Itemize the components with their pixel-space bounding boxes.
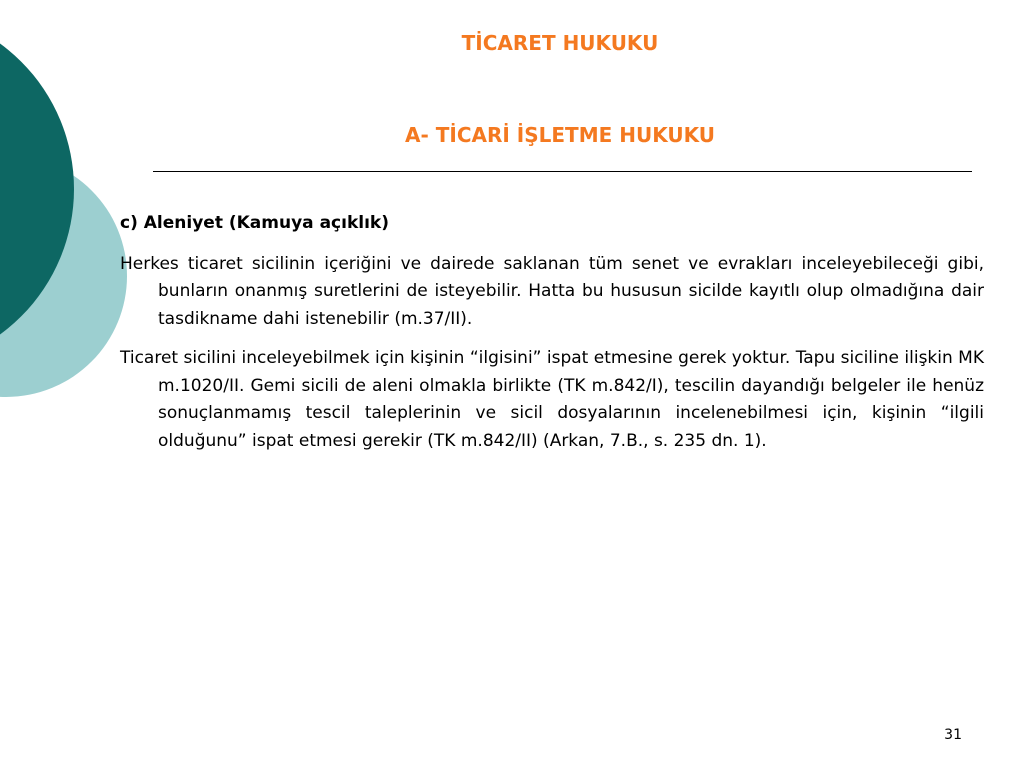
slide-title: TİCARET HUKUKU (461, 31, 659, 55)
page-number: 31 (944, 727, 962, 743)
title-divider (153, 171, 972, 172)
section-heading: c) Aleniyet (Kamuya açıklık) (120, 213, 389, 233)
slide-subtitle: A- TİCARİ İŞLETME HUKUKU (405, 123, 715, 147)
body-paragraph: Herkes ticaret sicilinin içeriğini ve dairede saklanan tüm senet ve evrakları inceleyebileceği gibi, bunların onanmış suretlerini de isteyebilir. Hatta bu hususun sicilde kayıtlı olup olmadığına dair tasdikname dahi istenebilir (m.37/II). (120, 253, 984, 329)
slide-body (120, 210, 984, 467)
body-paragraph: Ticaret sicilini inceleyebilmek için kişinin “ilgisini” ispat etmesine gerek yoktur. Tapu siciline ilişkin MK m.1020/II. Gemi sicili de aleni olmakla birlikte (TK m.842/I), tescilin dayandığı belgeler ile henüz sonuçlanmamış tescil taleplerinin ve sicil dosyalarının incelenebilmesi için, kişinin “ilgili olduğunu” ispat etmesi gerekir (TK m.842/II) (Arkan, 7.B., s. 235 dn. 1). (120, 348, 984, 451)
